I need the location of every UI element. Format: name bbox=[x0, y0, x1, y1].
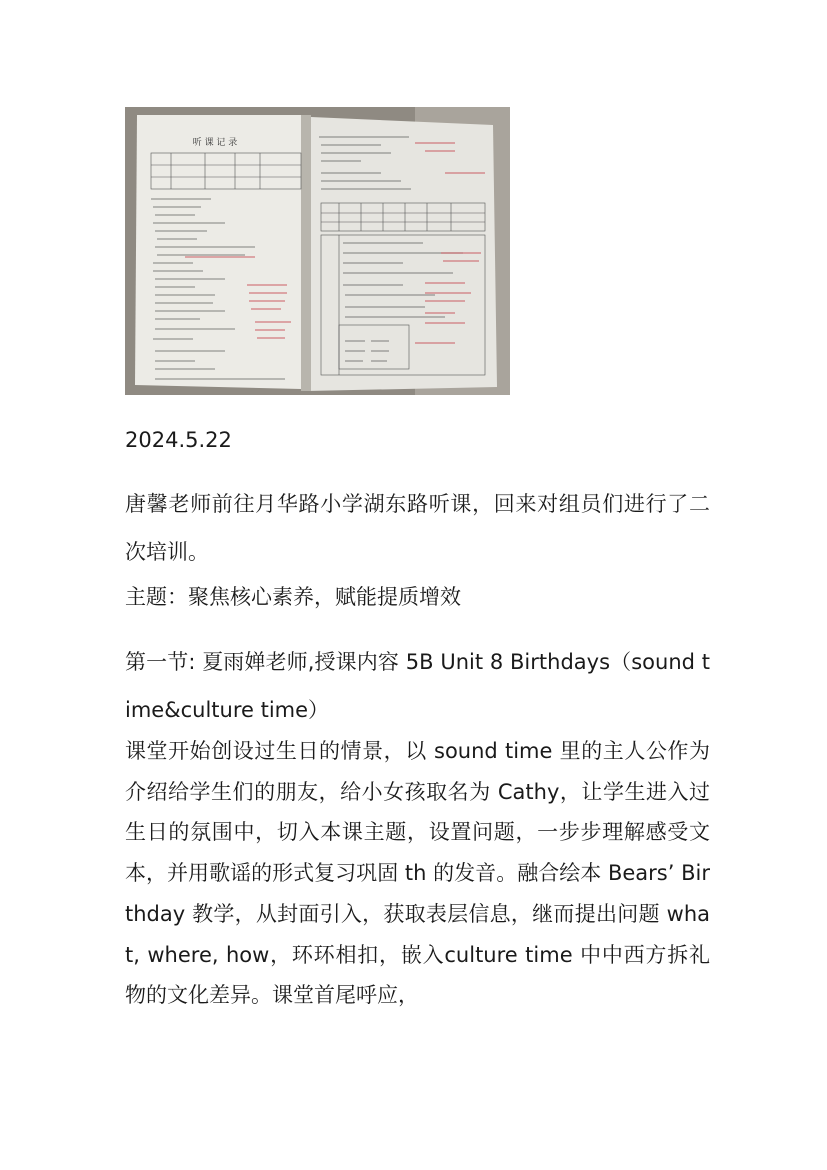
body-paragraph: 课堂开始创设过生日的情景，以 sound time 里的主人公作为介绍给学生们的朋友，给小女孩取名为 Cathy，让学生进入过生日的氛围中，切入本课主题，设置问题，一步步理解感受文本，并用歌谣的形式复习巩固 th 的发音。融合绘本 Bears’ Birthday 教学，从封面引入，获取表层信息，继而提出问题 what, where, how，环环相扣，嵌入culture time 中中西方拆礼物的文化差异。课堂首尾呼应， bbox=[125, 739, 710, 1008]
section-heading: 第一节: 夏雨婵老师,授课内容 5B Unit 8 Birthdays（sound time&culture time） bbox=[125, 650, 710, 722]
left-page bbox=[135, 115, 303, 389]
left-page-heading: 听 课 记 录 bbox=[192, 138, 238, 148]
intro-paragraph: 唐馨老师前往月华路小学湖东路听课，回来对组员们进行了二次培训。 bbox=[125, 492, 710, 564]
date: 2024.5.22 bbox=[125, 428, 232, 452]
right-page bbox=[307, 117, 497, 391]
notebook-photo-drawing bbox=[125, 107, 510, 395]
theme-line: 主题：聚焦核心素养，赋能提质增效 bbox=[125, 585, 461, 609]
lesson-notebook-photo bbox=[125, 107, 510, 395]
